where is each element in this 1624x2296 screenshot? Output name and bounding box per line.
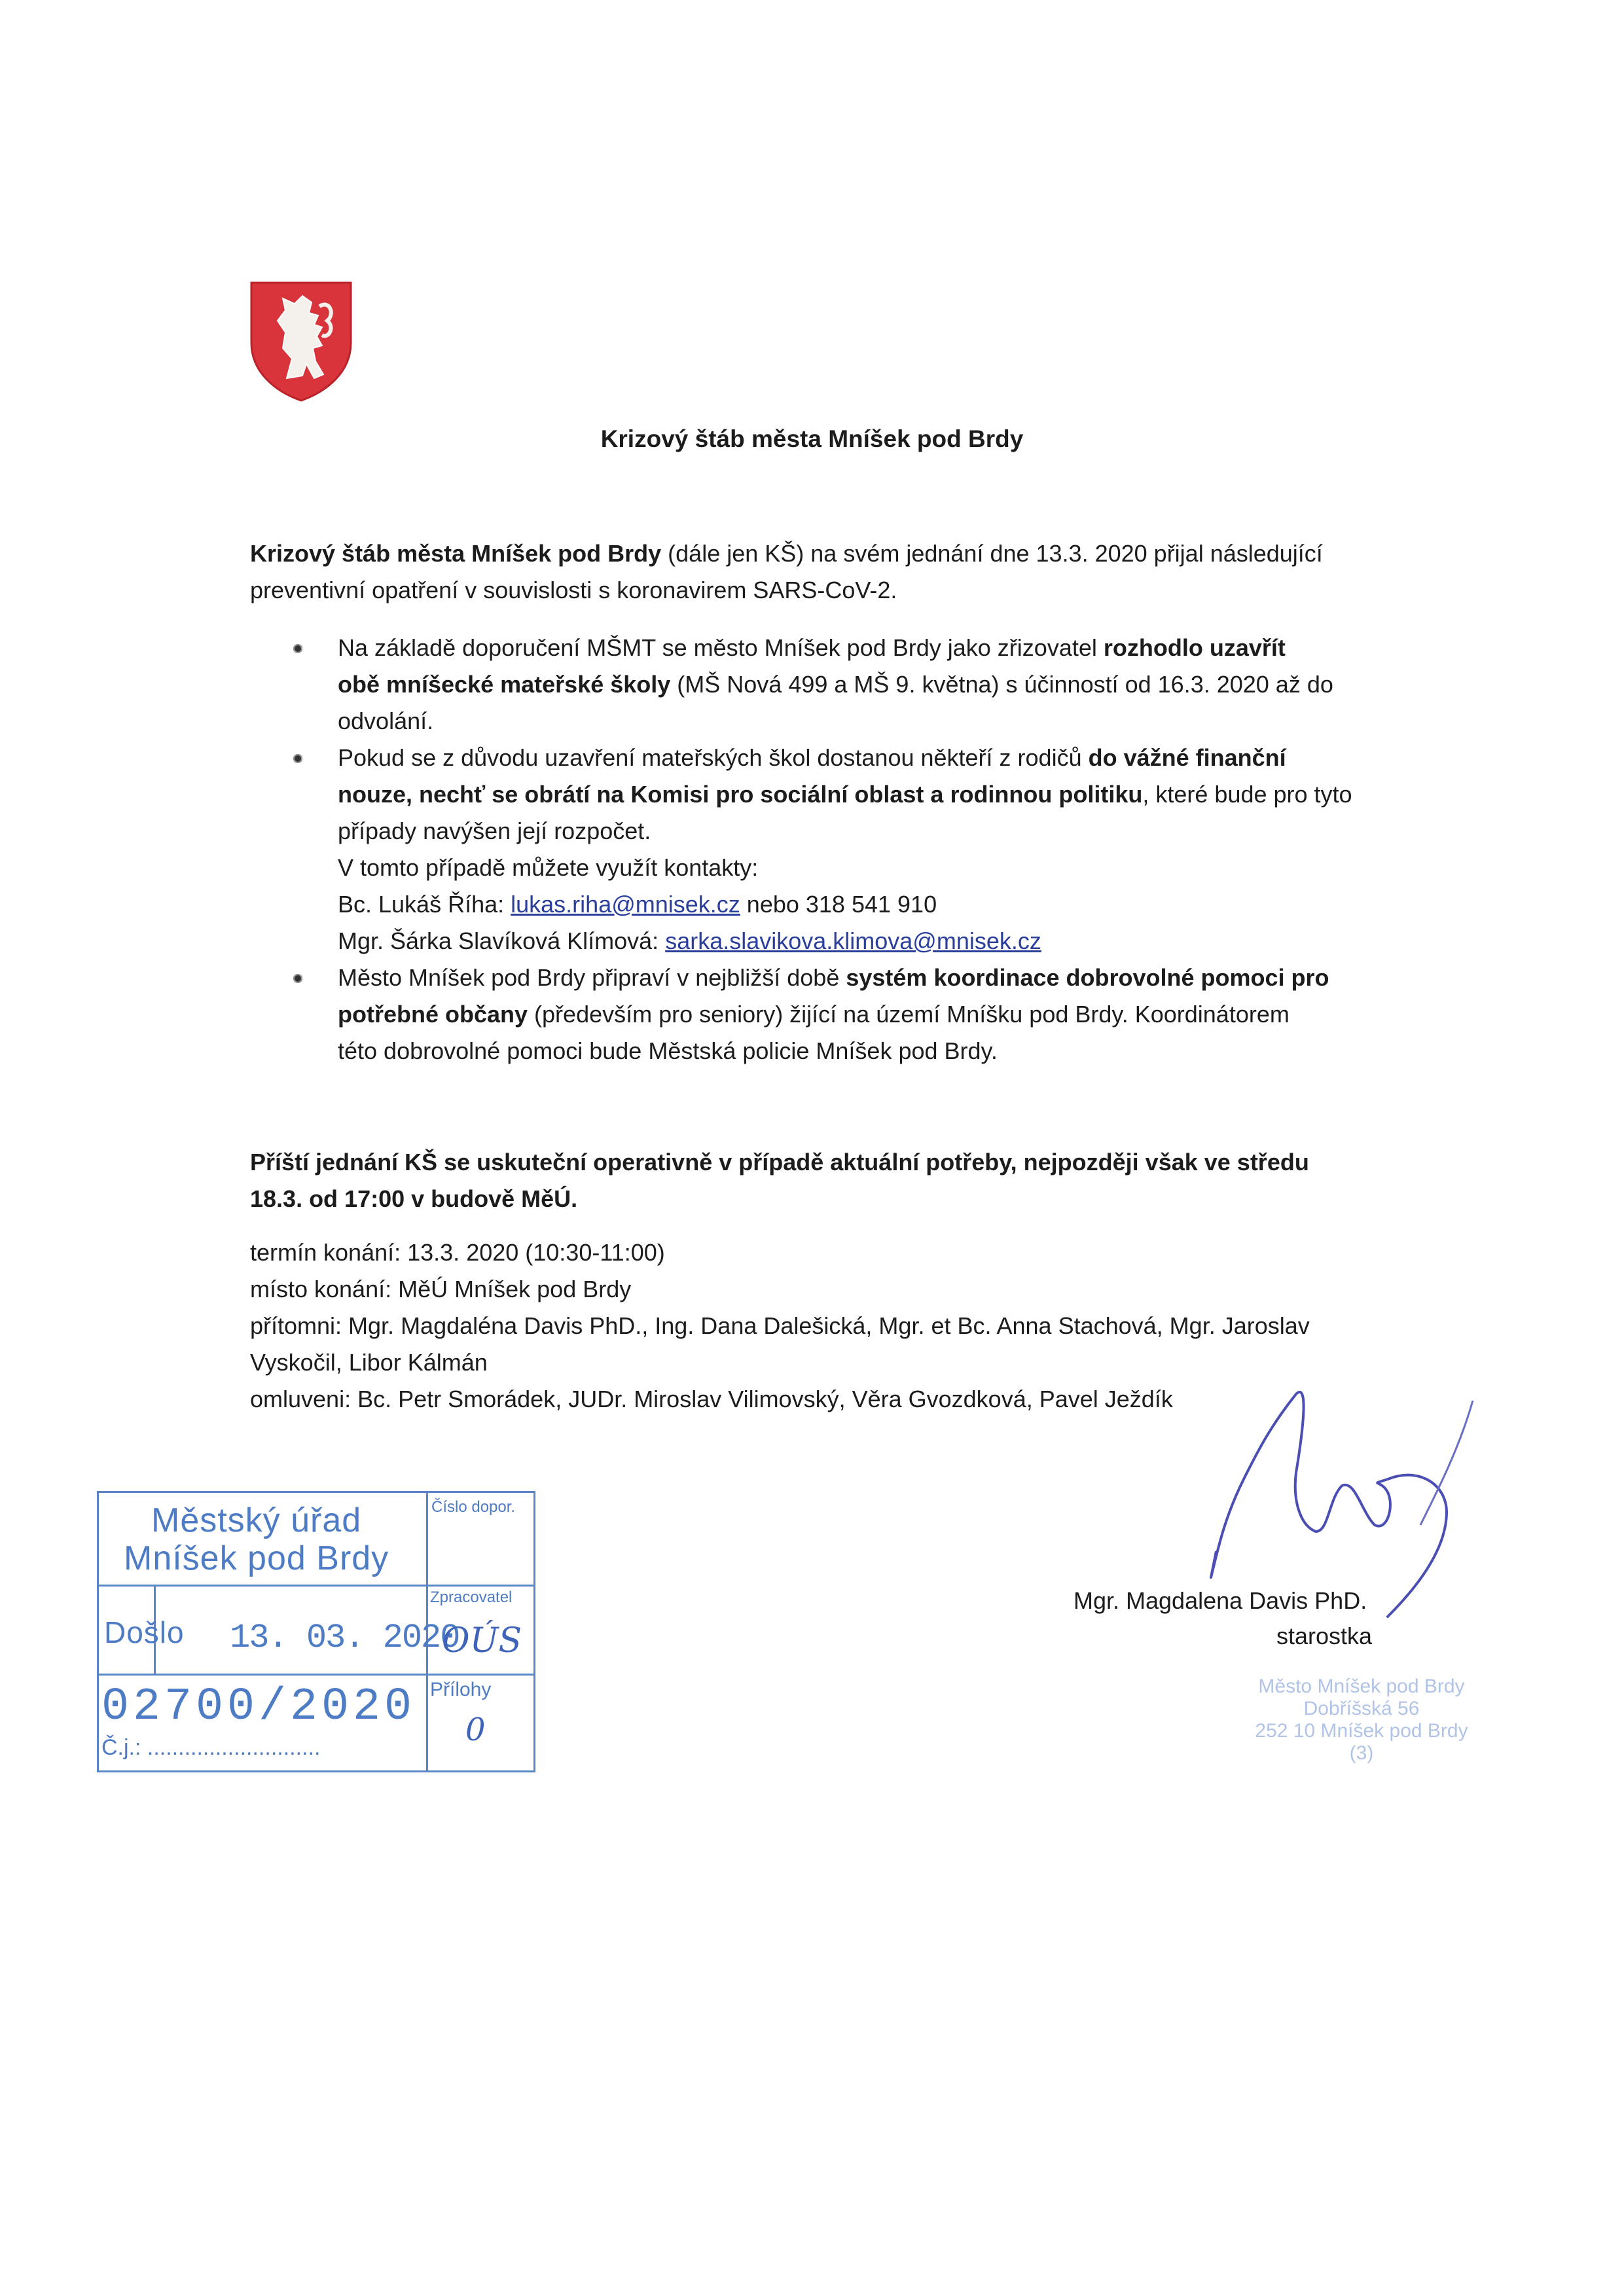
document-title: Krizový štáb města Mníšek pod Brdy xyxy=(600,425,1024,452)
stamp-divider xyxy=(426,1585,533,1587)
intro-paragraph xyxy=(250,535,1389,609)
measures-list xyxy=(288,630,1401,1069)
signature-role: starostka xyxy=(1276,1623,1373,1649)
round-stamp-line4: (3) xyxy=(1349,1742,1374,1764)
contact1-phone: nebo 318 541 910 xyxy=(740,891,937,918)
stamp-received-date: 13. 03. 2020 xyxy=(230,1619,460,1657)
stamp-number-label: Číslo dopor. xyxy=(431,1498,516,1516)
b3-bold-b: systém koordinace dobrovolné pomoci pro xyxy=(846,964,1329,991)
attendees-line1: přítomni: Mgr. Magdaléna Davis PhD., Ing. Dana Dalešická, Mgr. et Bc. Anna Stachová, Mgr. Jaroslav xyxy=(250,1312,1310,1339)
signature-name: Mgr. Magdalena Davis PhD. xyxy=(1074,1587,1367,1614)
stamp-reference-number: 02700/2020 xyxy=(101,1681,416,1733)
b2-bold-b: do vážné finanční xyxy=(1088,744,1286,771)
b3-text-e: této dobrovolné pomoci bude Městská policie Mníšek pod Brdy. xyxy=(338,1037,998,1064)
list-item xyxy=(288,740,1401,960)
b2-text-e: případy navýšen její rozpočet. xyxy=(338,817,651,844)
round-stamp-line3: 252 10 Mníšek pod Brdy xyxy=(1255,1720,1468,1742)
attendees-line2: Vyskočil, Libor Kálmán xyxy=(250,1349,488,1376)
stamp-office-line1: Městský úřad xyxy=(151,1501,362,1539)
intro-line1: (dále jen KŠ) na svém jednání dne 13.3. 2020 přijal následující xyxy=(661,540,1323,567)
round-stamp-line1: Město Mníšek pod Brdy xyxy=(1258,1676,1465,1697)
excused-line: omluveni: Bc. Petr Smorádek, JUDr. Miroslav Vilimovský, Věra Gvozdková, Pavel Ježdík xyxy=(250,1386,1173,1412)
stamp-reference-label: Č.j.: ............................ xyxy=(101,1735,321,1760)
list-item xyxy=(288,960,1401,1069)
b1-bold-c: obě mníšecké mateřské školy xyxy=(338,671,671,698)
meeting-term: termín konání: 13.3. 2020 (10:30-11:00) xyxy=(250,1239,665,1266)
stamp-processor-value: OÚS xyxy=(442,1621,522,1660)
list-item xyxy=(288,630,1401,740)
b2-text-d: , které bude pro tyto xyxy=(1142,781,1352,808)
bullet-icon xyxy=(293,644,302,653)
stamp-received-label: Došlo xyxy=(104,1615,185,1649)
round-stamp xyxy=(1231,1676,1492,1765)
bullet-icon xyxy=(293,754,302,763)
b1-bold-b: rozhodlo uzavřít xyxy=(1103,634,1286,661)
intro-line2: preventivní opatření v souvislosti s koronavirem SARS-CoV-2. xyxy=(250,577,897,603)
next-meeting-line1: Příští jednání KŠ se uskuteční operativně v případě aktuální potřeby, nejpozději však ve středu xyxy=(250,1149,1309,1175)
b3-bold-c: potřebné občany xyxy=(338,1001,528,1028)
b3-text-d: (především pro seniory) žijící na území Mníšku pod Brdy. Koordinátorem xyxy=(528,1001,1290,1028)
b3-text-a: Město Mníšek pod Brdy připraví v nejbližší době xyxy=(338,964,846,991)
contact1-name: Bc. Lukáš Říha: xyxy=(338,891,511,918)
contact2-email-link[interactable]: sarka.slavikova.klimova@mnisek.cz xyxy=(665,927,1041,954)
bullet-icon xyxy=(293,974,302,983)
contacts-intro: V tomto případě můžete využít kontakty: xyxy=(338,854,759,881)
stamp-divider xyxy=(99,1585,426,1587)
stamp-attachments-label: Přílohy xyxy=(430,1679,492,1700)
meeting-place: místo konání: MěÚ Mníšek pod Brdy xyxy=(250,1276,632,1302)
stamp-office-line2: Mníšek pod Brdy xyxy=(124,1539,389,1577)
b1-text-d: (MŠ Nová 499 a MŠ 9. května) s účinností od 16.3. 2020 až do xyxy=(670,671,1333,698)
b1-text-a: Na základě doporučení MŠMT se město Mníšek pod Brdy jako zřizovatel xyxy=(338,634,1104,661)
stamp-attachments-value: 0 xyxy=(465,1712,486,1748)
stamp-processor-label: Zpracovatel xyxy=(430,1588,513,1606)
registry-stamp xyxy=(97,1491,535,1772)
b2-text-a: Pokud se z důvodu uzavření mateřských škol dostanou někteří z rodičů xyxy=(338,744,1089,771)
stamp-divider xyxy=(99,1674,533,1676)
contact1-email-link[interactable]: lukas.riha@mnisek.cz xyxy=(511,891,740,918)
intro-bold: Krizový štáb města Mníšek pod Brdy xyxy=(250,540,662,567)
coat-of-arms-icon xyxy=(249,280,353,402)
next-meeting-line2: 18.3. od 17:00 v budově MěÚ. xyxy=(250,1185,578,1212)
contact2-name: Mgr. Šárka Slavíková Klímová: xyxy=(338,927,666,954)
round-stamp-line2: Dobříšská 56 xyxy=(1303,1698,1420,1719)
next-meeting xyxy=(250,1144,1389,1217)
b1-text-e: odvolání. xyxy=(338,708,434,734)
b2-bold-c: nouze, nechť se obrátí na Komisi pro sociální oblast a rodinnou politiku xyxy=(338,781,1143,808)
